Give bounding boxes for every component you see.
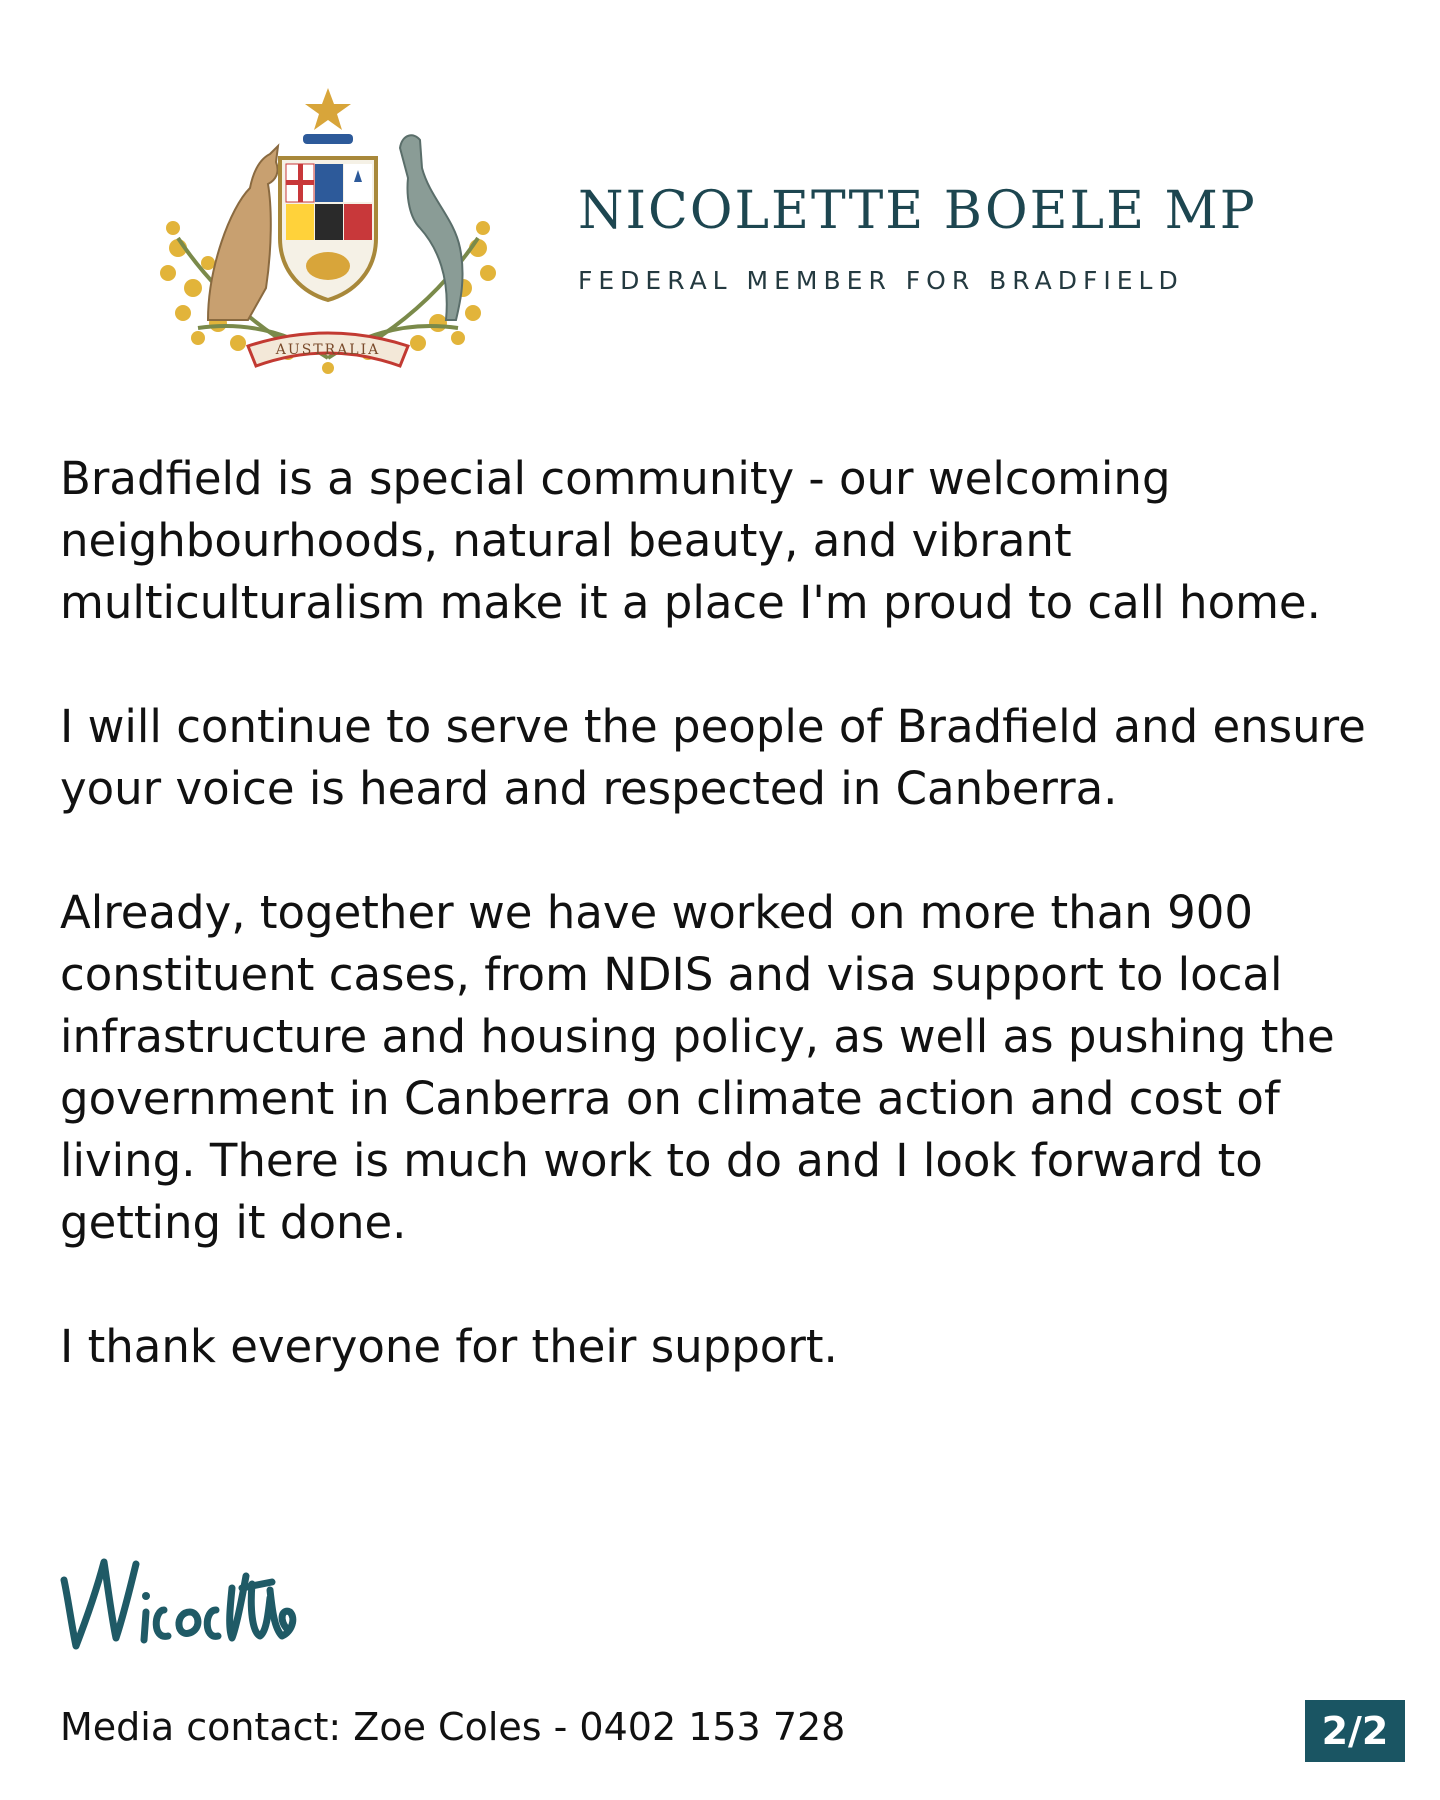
coat-of-arms-icon: [138, 88, 518, 378]
mp-name-title: NICOLETTE BOELE MP: [578, 181, 1257, 241]
masthead: [578, 183, 1278, 295]
media-contact: Media contact: Zoe Coles - 0402 153 728: [60, 1705, 846, 1749]
paragraph-3: Already, together we have worked on more than 900 constituent cases, from NDIS and visa support to local infrastructure and housing policy, as well as pushing the government in Canberra on climate action and cost of living. There is much work to do and I look forward to getting it done.: [60, 886, 1335, 1249]
mp-role-subtitle: FEDERAL MEMBER FOR BRADFIELD: [578, 266, 1184, 296]
paragraph-4: I thank everyone for their support.: [60, 1320, 838, 1373]
handwritten-signature: [56, 1528, 316, 1658]
paragraph-2: I will continue to serve the people of Bradfield and ensure your voice is heard and respected in Canberra.: [60, 700, 1366, 815]
svg-text:AUSTRALIA: AUSTRALIA: [275, 342, 381, 358]
statement-body: [60, 448, 1390, 1378]
paragraph-1: Bradfield is a special community - our welcoming neighbourhoods, natural beauty, and vibrant multiculturalism make it a place I'm proud to call home.: [60, 452, 1321, 629]
page-indicator-badge: 2/2: [1305, 1700, 1405, 1762]
